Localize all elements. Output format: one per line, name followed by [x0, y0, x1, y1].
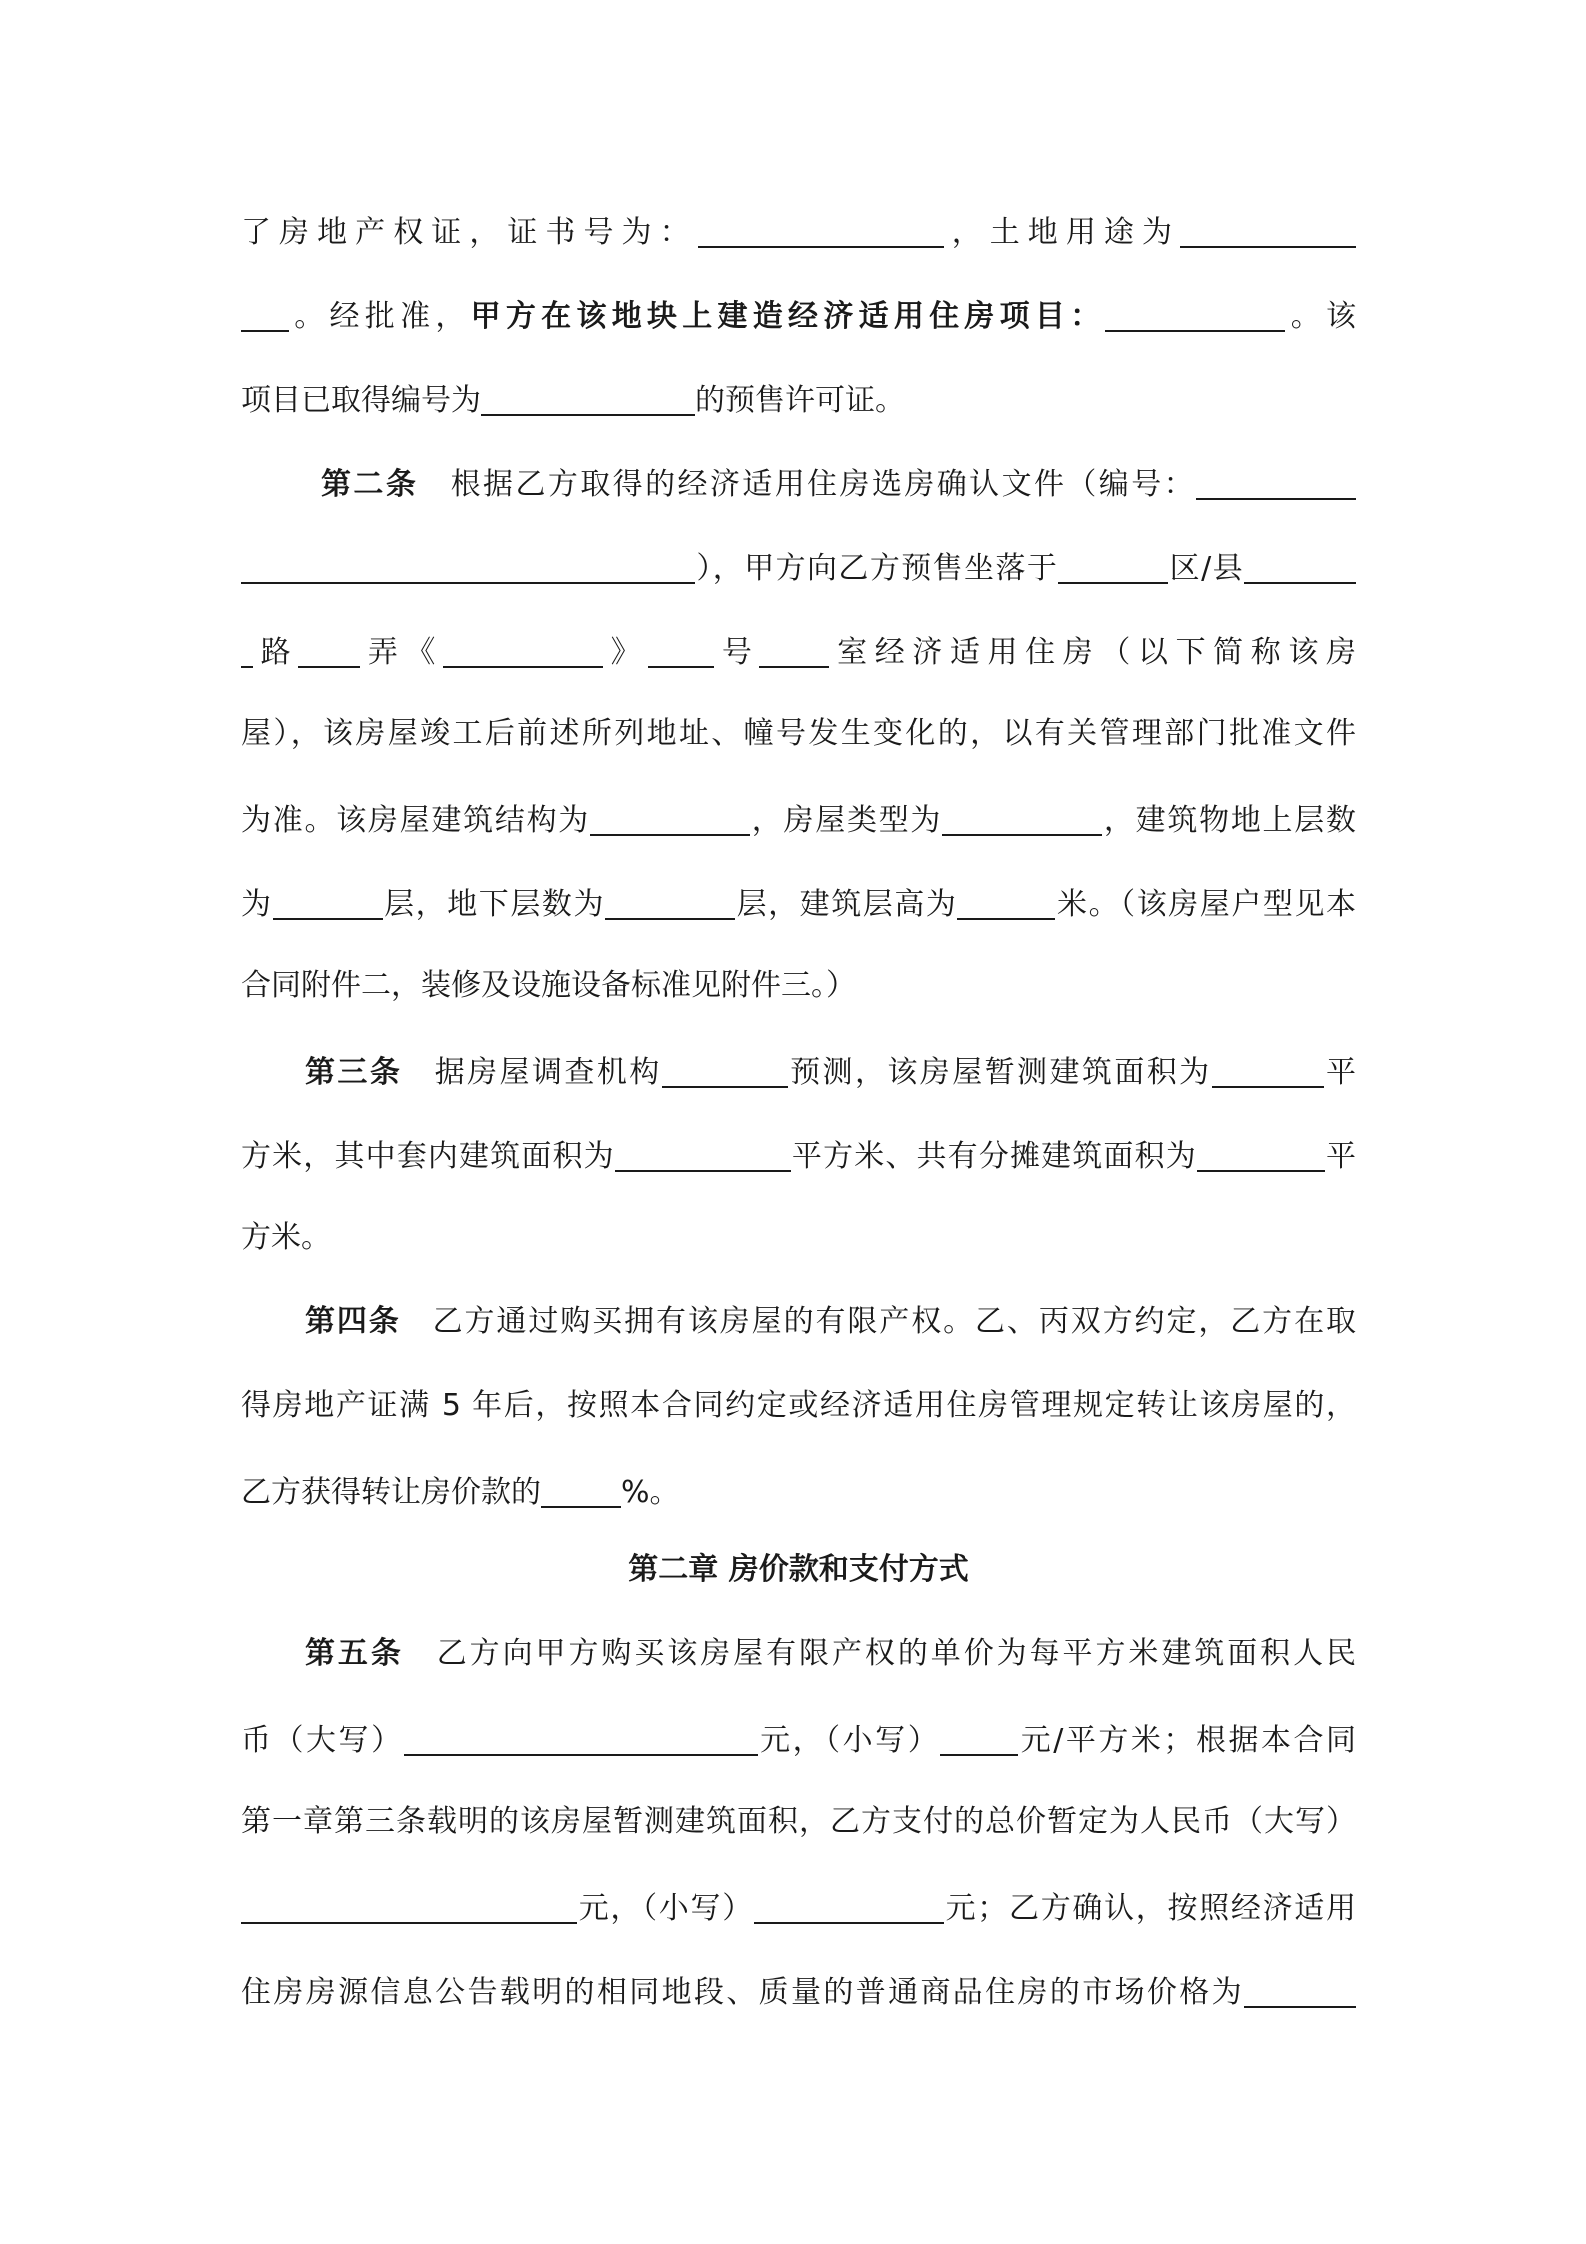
article-4-line: [305, 1294, 1356, 1350]
line-21: [241, 1878, 1356, 1934]
article-2-label: 第二条: [321, 467, 419, 502]
blank-house-type: [942, 790, 1102, 836]
blank-estimated-area: [1212, 1042, 1324, 1088]
article-3-line: [305, 1042, 1356, 1098]
blank-total-price-numeric: [754, 1878, 944, 1924]
text: 室经济适用住房（以下简称该房: [829, 635, 1357, 670]
text: 平: [1324, 1139, 1357, 1174]
blank-floors-below: [605, 874, 735, 920]
text: 平: [1323, 1055, 1357, 1090]
blank-house-number: [648, 622, 714, 668]
line-19: [241, 1710, 1356, 1766]
text: 得房地产证满 5 年后，按照本合同约定或经济适用住房管理规定转让该房屋的，: [241, 1388, 1356, 1423]
text: 元，（小写）: [577, 1891, 754, 1926]
article-2-line: [321, 454, 1356, 510]
blank-total-price-capital: [241, 1878, 577, 1924]
text: 为准。该房屋建筑结构为: [241, 803, 591, 838]
text: 项目已取得编号为: [241, 383, 481, 418]
text: 元/平方米；根据本合同: [1018, 1723, 1357, 1758]
text: 路: [253, 635, 299, 670]
text: 。经批准，: [289, 299, 471, 334]
blank-floor-height: [957, 874, 1055, 920]
text: 》: [603, 635, 649, 670]
text: ），甲方向乙方预售坐落于: [695, 551, 1059, 586]
blank-survey-agency: [662, 1042, 788, 1088]
text: ，房屋类型为: [750, 803, 943, 838]
text: 为: [241, 887, 273, 922]
blank-transfer-percent: [541, 1462, 621, 1508]
text: 住房房源信息公告载明的相同地段、质量的普通商品住房的市场价格为: [241, 1975, 1244, 2010]
text: 合同附件二，装修及设施设备标准见附件三。）: [241, 968, 856, 1003]
chapter-2-title: 第二章 房价款和支付方式: [628, 1552, 969, 1587]
blank-district: [1058, 538, 1168, 584]
text: ，建筑物地上层数: [1102, 803, 1357, 838]
text: ，土地用途为: [943, 215, 1181, 250]
text: 。该: [1285, 299, 1357, 334]
line-7: [241, 706, 1356, 762]
blank-unit-price-numeric: [940, 1710, 1018, 1756]
blank-market-price: [1244, 1962, 1356, 2008]
text: 根据乙方取得的经济适用住房选房确认文件（编号：: [448, 467, 1197, 502]
chapter-2-heading: [241, 1542, 1356, 1598]
text: 米。（该房屋户型见本: [1055, 887, 1357, 922]
line-10: [241, 958, 1356, 1014]
line-22: [241, 1962, 1356, 2018]
text: 层，地下层数为: [382, 887, 606, 922]
text: %。: [621, 1475, 680, 1510]
text: 乙方获得转让房价款的: [241, 1475, 541, 1510]
blank-confirmation-number-cont: [241, 538, 695, 584]
text: 平方米、共有分摊建筑面积为: [790, 1139, 1197, 1174]
blank-confirmation-number: [1196, 454, 1356, 500]
line-16: [241, 1462, 1356, 1518]
line-8: [241, 790, 1356, 846]
blank-road-cont: [241, 622, 253, 668]
text: 第一章第三条载明的该房屋暂测建筑面积，乙方支付的总价暂定为人民币（大写）: [241, 1804, 1356, 1839]
text-bold: 甲方在该地块上建造经济适用住房项目：: [470, 299, 1106, 334]
text: 币（大写）: [241, 1723, 404, 1758]
blank-lane: [298, 622, 360, 668]
text: 的预售许可证。: [695, 383, 905, 418]
text: 元，（小写）: [757, 1723, 941, 1758]
text: 区/县: [1168, 551, 1245, 586]
blank-room-number: [759, 622, 829, 668]
text: 预测，该房屋暂测建筑面积为: [787, 1055, 1212, 1090]
blank-building-structure: [590, 790, 750, 836]
blank-shared-area: [1197, 1126, 1325, 1172]
line-6: [241, 622, 1356, 678]
line-2: [241, 286, 1356, 342]
line-12: [241, 1126, 1356, 1182]
blank-project-name: [1105, 286, 1285, 332]
text: 方米，其中套内建筑面积为: [241, 1139, 615, 1174]
blank-certificate-number: [698, 202, 944, 248]
article-3-label: 第三条: [305, 1055, 403, 1090]
blank-land-use-cont: [241, 286, 289, 332]
line-3: [241, 370, 1356, 426]
line-5: [241, 538, 1356, 594]
text: 弄《: [360, 635, 444, 670]
text: 屋），该房屋竣工后前述所列地址、幢号发生变化的，以有关管理部门批准文件: [241, 716, 1356, 751]
article-4-label: 第四条: [305, 1304, 401, 1339]
text: 层，建筑层高为: [735, 887, 958, 922]
text: 方米。: [241, 1220, 331, 1255]
blank-land-use: [1180, 202, 1356, 248]
blank-inner-area: [615, 1126, 791, 1172]
text: 乙方向甲方购买该房屋有限产权的单价为每平方米建筑面积人民: [433, 1636, 1357, 1671]
article-5-label: 第五条: [305, 1636, 404, 1671]
line-9: [241, 874, 1356, 930]
line-1: [241, 202, 1356, 258]
text: 了房地产权证，证书号为：: [241, 215, 698, 250]
text: 乙方通过购买拥有该房屋的有限产权。乙、丙双方约定，乙方在取: [430, 1304, 1356, 1339]
text: 据房屋调查机构: [432, 1055, 662, 1090]
line-20: [241, 1794, 1356, 1850]
blank-unit-price-capital: [404, 1710, 758, 1756]
text: 号: [714, 635, 760, 670]
line-15: [241, 1378, 1356, 1434]
blank-road: [1244, 538, 1356, 584]
blank-floors-above: [273, 874, 383, 920]
article-5-line: [305, 1626, 1356, 1682]
text: 元；乙方确认，按照经济适用: [943, 1891, 1357, 1926]
blank-building-name: [443, 622, 603, 668]
blank-presale-permit-number: [481, 370, 695, 416]
line-13: [241, 1210, 1356, 1266]
